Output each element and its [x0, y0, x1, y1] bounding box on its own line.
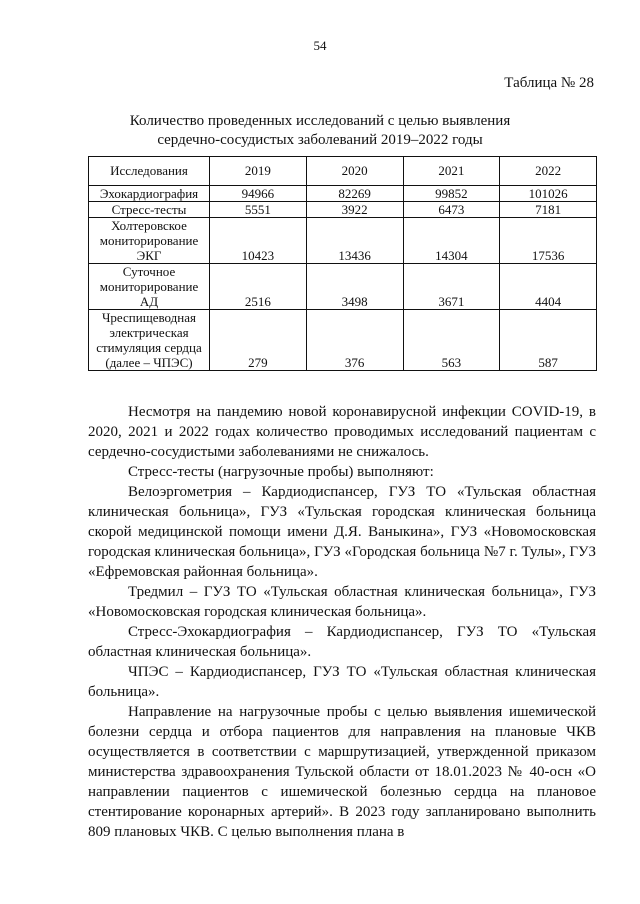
table-label: Таблица № 28 — [504, 75, 594, 91]
cell-value: 279 — [210, 310, 307, 371]
paragraph: Стресс-тесты (нагрузочные пробы) выполняют: — [128, 464, 434, 480]
cell-value: 6473 — [403, 202, 500, 218]
cell-value: 3498 — [306, 264, 403, 310]
row-name: Стресс-тесты — [89, 202, 210, 218]
cell-value: 376 — [306, 310, 403, 371]
paragraph: ЧПЭС – Кардиодиспансер, ГУЗ ТО «Тульская областная клиническая больница». — [88, 664, 596, 700]
header-2022: 2022 — [500, 157, 597, 186]
table-row — [89, 202, 597, 218]
row-name: Эхокардиография — [89, 186, 210, 202]
table-row — [89, 264, 597, 310]
caption-line-2: сердечно-сосудистых заболеваний 2019–2022 годы — [157, 132, 483, 148]
row-name: Холтеровское мониторирование ЭКГ — [89, 218, 210, 264]
table-header-row — [89, 157, 597, 186]
table-row — [89, 218, 597, 264]
body-text — [88, 402, 596, 842]
cell-value: 14304 — [403, 218, 500, 264]
table-caption — [0, 112, 640, 150]
paragraph: Тредмил – ГУЗ ТО «Тульская областная клиническая больница», ГУЗ «Новомосковская городская клиническая больница». — [88, 584, 596, 620]
cell-value: 2516 — [210, 264, 307, 310]
cell-value: 101026 — [500, 186, 597, 202]
table-row — [89, 186, 597, 202]
cell-value: 17536 — [500, 218, 597, 264]
header-2021: 2021 — [403, 157, 500, 186]
cell-value: 3922 — [306, 202, 403, 218]
cell-value: 4404 — [500, 264, 597, 310]
paragraph: Велоэргометрия – Кардиодиспансер, ГУЗ ТО «Тульская областная клиническая больница», ГУЗ «Тульская городская клиническая больница скорой медицинской помощи имени Д.Я. Ваныкина», ГУЗ «Новомосковская городская клиническая больница», ГУЗ «Городская больница №7 г. Тулы», ГУЗ «Ефремовская районная больница». — [88, 484, 596, 580]
cell-value: 3671 — [403, 264, 500, 310]
cell-value: 587 — [500, 310, 597, 371]
studies-table — [88, 156, 597, 371]
cell-value: 13436 — [306, 218, 403, 264]
header-studies: Исследования — [89, 157, 210, 186]
caption-line-1: Количество проведенных исследований с целью выявления — [129, 113, 511, 129]
cell-value: 82269 — [306, 186, 403, 202]
paragraph: Несмотря на пандемию новой коронавирусной инфекции COVID-19, в 2020, 2021 и 2022 годах количество проводимых исследований пациентам с сердечно-сосудистыми заболеваниями не снижалось. — [88, 404, 596, 460]
cell-value: 5551 — [210, 202, 307, 218]
table-row — [89, 310, 597, 371]
header-2020: 2020 — [306, 157, 403, 186]
row-name: Суточное мониторирование АД — [89, 264, 210, 310]
cell-value: 7181 — [500, 202, 597, 218]
cell-value: 563 — [403, 310, 500, 371]
cell-value: 10423 — [210, 218, 307, 264]
row-name: Чреспищеводная электрическая стимуляция сердца (далее – ЧПЭС) — [89, 310, 210, 371]
cell-value: 94966 — [210, 186, 307, 202]
header-2019: 2019 — [210, 157, 307, 186]
page-number: 54 — [313, 38, 327, 53]
paragraph: Стресс-Эхокардиография – Кардиодиспансер, ГУЗ ТО «Тульская областная клиническая больница». — [88, 624, 596, 660]
cell-value: 99852 — [403, 186, 500, 202]
paragraph: Направление на нагрузочные пробы с целью выявления ишемической болезни сердца и отбора пациентов для направления на плановые ЧКВ осуществляется в соответствии с маршрутизацией, утвержденной приказом министерства здравоохранения Тульской области от 18.01.2023 № 40-осн «О направлении пациентов с ишемической болезнью сердца на плановое стентирование коронарных артерий». В 2023 году запланировано выполнить 809 плановых ЧКВ. С целью выполнения плана в — [88, 704, 596, 840]
